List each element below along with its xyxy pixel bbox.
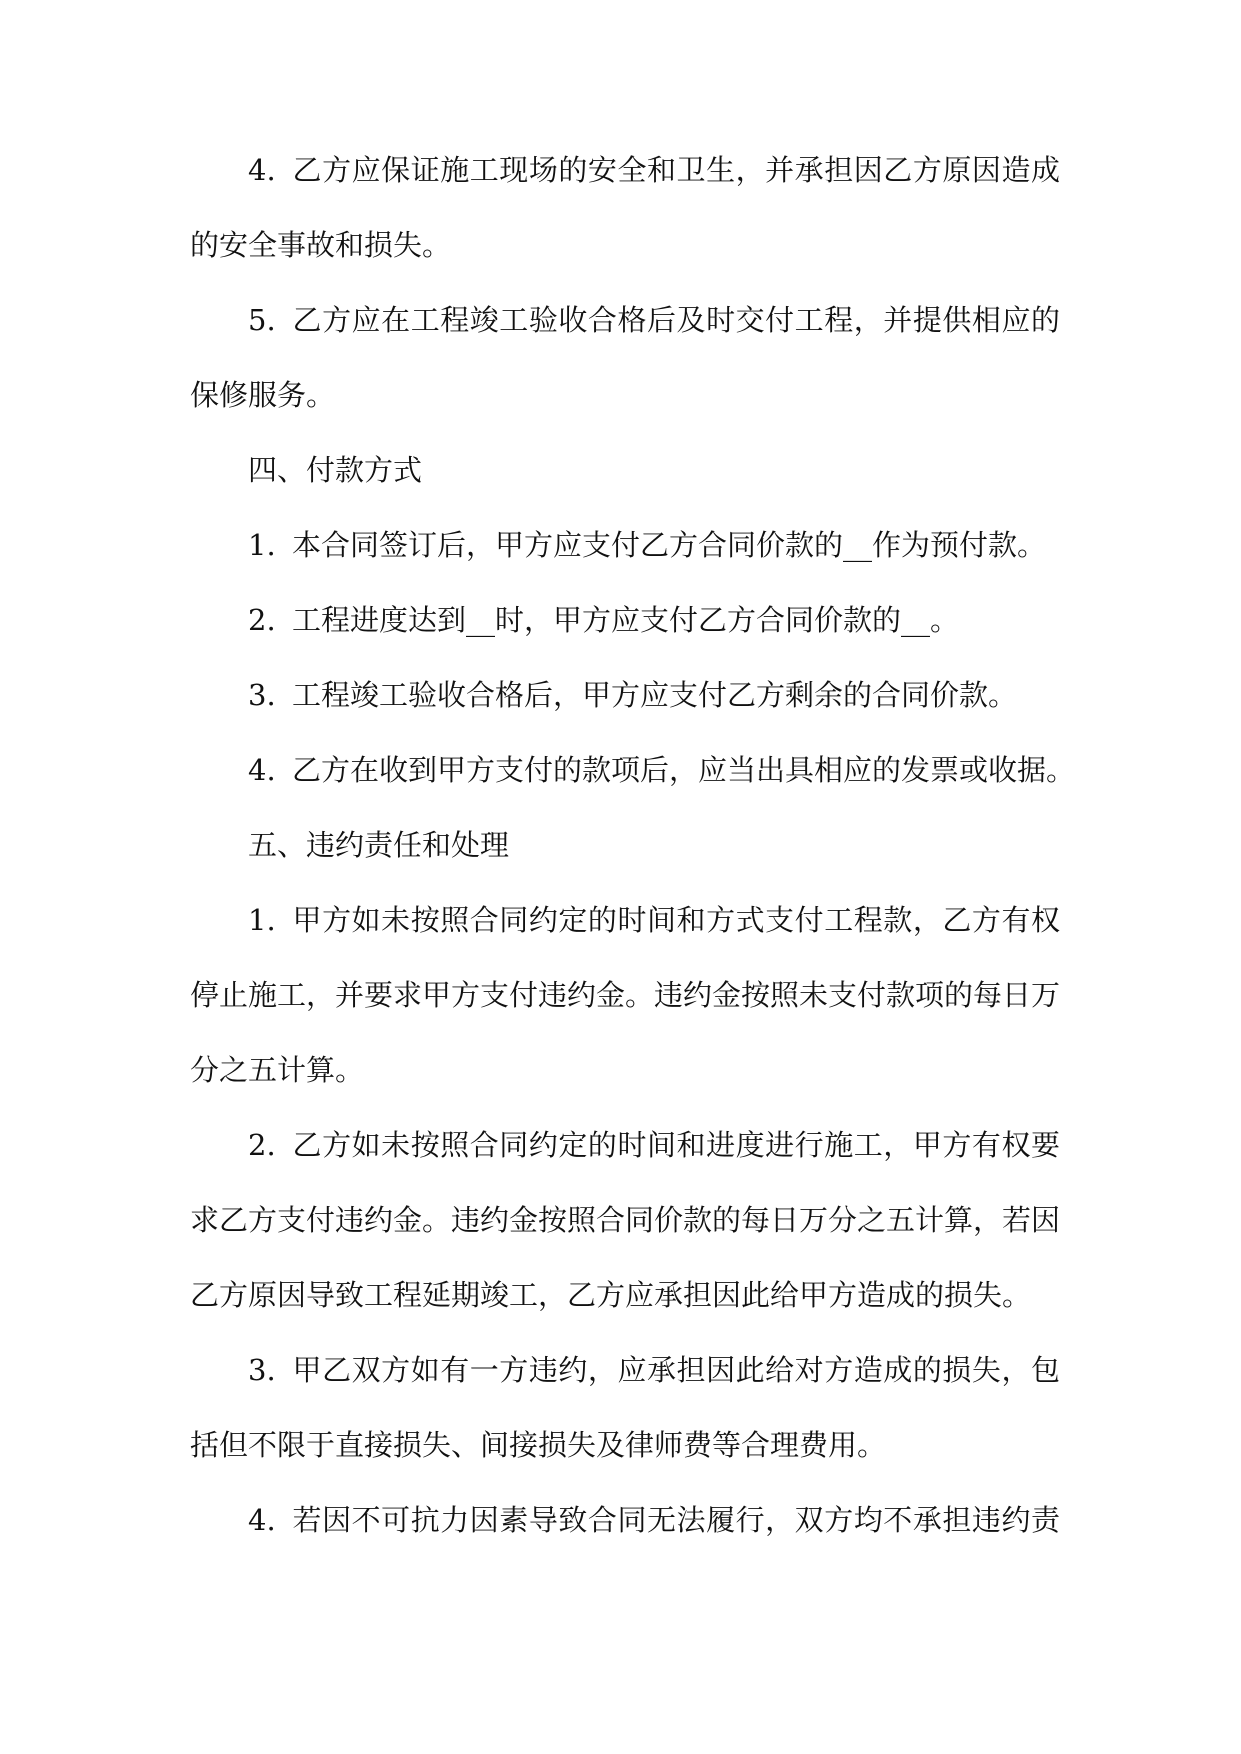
clause-3-4-line-1	[248, 150, 1060, 190]
clause-text: 本合同签订后，甲方应支付乙方合同价款的__作为预付款。	[292, 528, 1047, 562]
clause-text: 工程竣工验收合格后，甲方应支付乙方剩余的合同价款。	[292, 678, 1018, 712]
clause-3-5-line-1	[248, 300, 1060, 340]
clause-text: 乙方如未按照合同约定的时间和进度进行施工，甲方有权要	[292, 1128, 1060, 1162]
clause-5-2-line-3	[190, 1275, 1060, 1315]
clause-text: 甲乙双方如有一方违约，应承担因此给对方造成的损失，包	[292, 1353, 1060, 1387]
clause-number: 3.	[248, 678, 276, 712]
clause-number: 5.	[248, 303, 276, 337]
clause-5-1-line-1	[248, 900, 1060, 940]
clause-text: 分之五计算。	[190, 1053, 365, 1087]
clause-5-3-line-1	[248, 1350, 1060, 1390]
clause-4-4-line-1	[248, 750, 1076, 790]
clause-text: 工程进度达到__时，甲方应支付乙方合同价款的__。	[292, 603, 960, 637]
clause-text: 乙方原因导致工程延期竣工，乙方应承担因此给甲方造成的损失。	[190, 1278, 1032, 1312]
clause-5-4-line-1	[248, 1500, 1060, 1540]
clause-text: 乙方应保证施工现场的安全和卫生，并承担因乙方原因造成	[292, 153, 1060, 187]
clause-5-2-line-2	[190, 1200, 1060, 1240]
clause-5-3-line-2	[190, 1425, 1060, 1465]
clause-text: 甲方如未按照合同约定的时间和方式支付工程款，乙方有权	[292, 903, 1060, 937]
clause-number: 1.	[248, 528, 276, 562]
clause-5-2-line-1	[248, 1125, 1060, 1165]
clause-text: 的安全事故和损失。	[190, 228, 452, 262]
clause-number: 4.	[248, 153, 276, 187]
clause-text: 若因不可抗力因素导致合同无法履行，双方均不承担违约责	[292, 1503, 1060, 1537]
clause-4-1-line-1	[248, 525, 1060, 565]
clause-3-5-line-2	[190, 375, 1060, 415]
clause-text: 停止施工，并要求甲方支付违约金。违约金按照未支付款项的每日万	[190, 978, 1061, 1012]
section-heading-text: 四、付款方式	[248, 453, 423, 487]
section-heading-breach	[248, 825, 1060, 865]
clause-number: 2.	[248, 1128, 276, 1162]
clause-text: 括但不限于直接损失、间接损失及律师费等合理费用。	[190, 1428, 887, 1462]
clause-text: 乙方在收到甲方支付的款项后，应当出具相应的发票或收据。	[292, 753, 1076, 787]
clause-5-1-line-2	[190, 975, 1060, 1015]
clause-4-3-line-1	[248, 675, 1060, 715]
clause-number: 4.	[248, 753, 276, 787]
clause-number: 3.	[248, 1353, 276, 1387]
section-heading-payment	[248, 450, 1060, 490]
clause-text: 保修服务。	[190, 378, 336, 412]
clause-number: 1.	[248, 903, 276, 937]
clause-number: 2.	[248, 603, 276, 637]
section-heading-text: 五、违约责任和处理	[248, 828, 510, 862]
clause-text: 乙方应在工程竣工验收合格后及时交付工程，并提供相应的	[292, 303, 1060, 337]
clause-3-4-line-2	[190, 225, 1060, 265]
clause-5-1-line-3	[190, 1050, 1060, 1090]
clause-number: 4.	[248, 1503, 276, 1537]
clause-text: 求乙方支付违约金。违约金按照合同价款的每日万分之五计算，若因	[190, 1203, 1061, 1237]
clause-4-2-line-1	[248, 600, 1060, 640]
